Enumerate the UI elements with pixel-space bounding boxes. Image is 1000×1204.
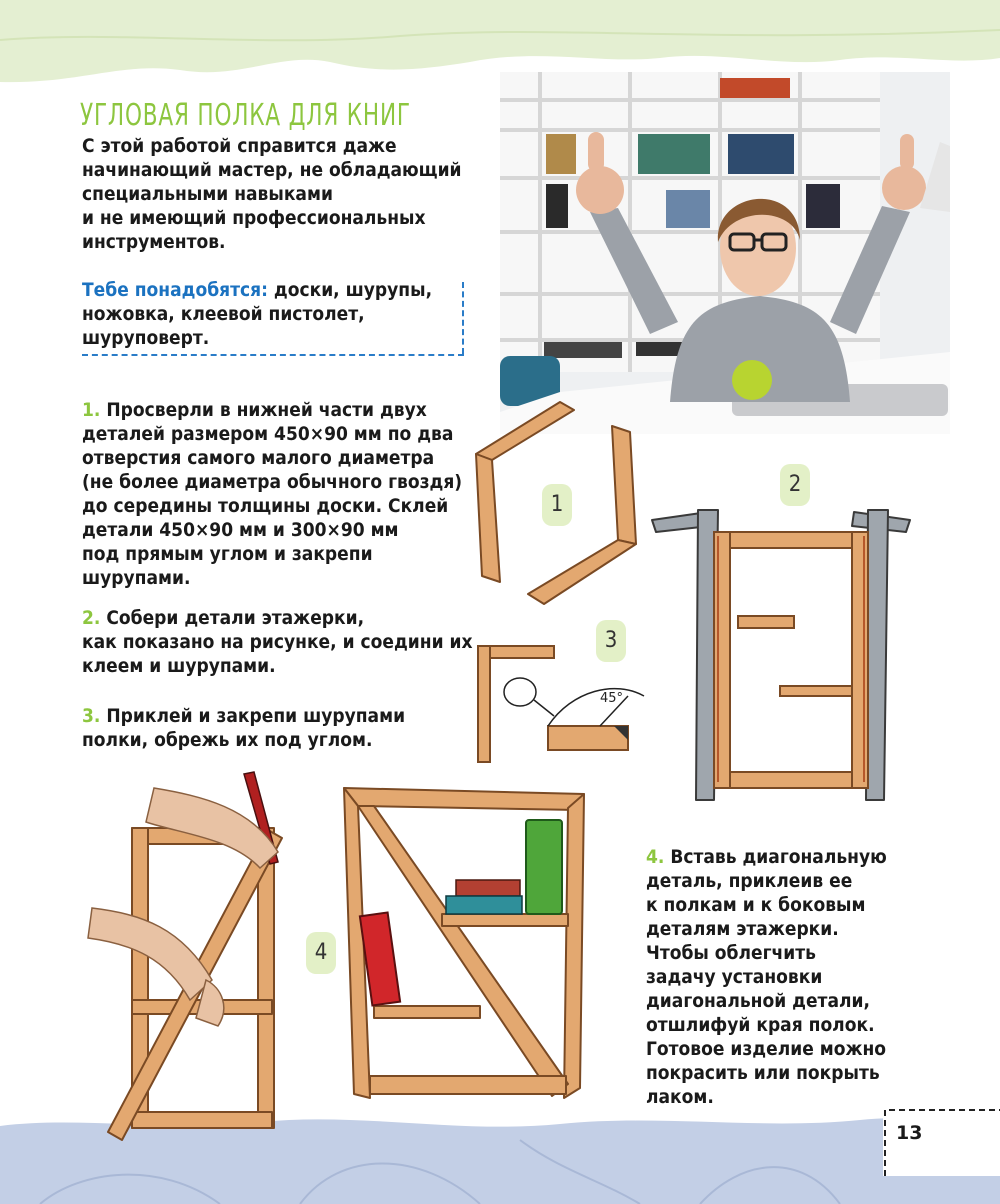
intro-line: С этой работой справится даже — [82, 135, 397, 157]
step-line: полки, обрежь их под углом. — [82, 729, 373, 751]
step-number: 3. — [82, 705, 101, 727]
step-line: покрасить или покрыть — [646, 1062, 880, 1084]
materials-border-bottom — [82, 354, 464, 356]
step-line: Собери детали этажерки, — [100, 607, 365, 629]
materials-text: доски, шурупы, — [267, 279, 433, 301]
step-line: к полкам и к боковым — [646, 894, 866, 916]
step-number: 1. — [82, 399, 101, 421]
illustration-finished-shelf — [342, 784, 586, 1100]
step-line: деталь, приклеив ее — [646, 870, 853, 892]
intro-line: и не имеющий профессиональных — [82, 207, 426, 229]
step-line: Готовое изделие можно — [646, 1038, 887, 1060]
step-number: 2. — [82, 607, 101, 629]
illustration-step-2 — [648, 502, 914, 808]
step-badge-4: 4 — [306, 932, 336, 974]
materials-needed — [82, 278, 432, 350]
step-line: диагональной детали, — [646, 990, 870, 1012]
step-4 — [646, 845, 887, 1109]
step-badge-1: 1 — [542, 484, 572, 526]
step-line: Вставь диагональную — [664, 846, 887, 868]
intro-line: начинающий мастер, не обладающий — [82, 159, 462, 181]
step-line: деталей размером 450×90 мм по два — [82, 423, 454, 445]
step-line: Чтобы облегчить — [646, 942, 816, 964]
step-3 — [82, 704, 405, 752]
intro-line: инструментов. — [82, 231, 226, 253]
step-line: лаком. — [646, 1086, 714, 1108]
step-line: шурупами. — [82, 567, 191, 589]
materials-border-right — [462, 282, 464, 354]
step-line: (не более диаметра обычного гвоздя) — [82, 471, 463, 493]
page-title: УГЛОВАЯ ПОЛКА ДЛЯ КНИГ — [80, 98, 411, 133]
photo-boy-thumbs-up — [500, 72, 950, 434]
step-line: под прямым углом и закрепи — [82, 543, 373, 565]
intro-paragraph — [82, 134, 462, 254]
step-1 — [82, 398, 462, 590]
step-line: клеем и шурупами. — [82, 655, 276, 677]
materials-text: шуруповерт. — [82, 327, 210, 349]
illustration-step-4-hands — [82, 768, 296, 1146]
step-line: Приклей и закрепи шурупами — [100, 705, 406, 727]
step-line: как показано на рисунке, и соедини их — [82, 631, 473, 653]
step-line: задачу установки — [646, 966, 823, 988]
step-2 — [82, 606, 473, 678]
step-badge-2: 2 — [780, 464, 810, 506]
step-line: до середины толщины доски. Склей — [82, 495, 449, 517]
page-number: 13 — [896, 1122, 923, 1144]
intro-line: специальными навыками — [82, 183, 333, 205]
step-line: Просверли в нижней части двух — [100, 399, 427, 421]
step-number: 4. — [646, 846, 665, 868]
step-badge-3: 3 — [596, 620, 626, 662]
angle-label: 45° — [600, 691, 624, 706]
step-line: отшлифуй края полок. — [646, 1014, 875, 1036]
step-line: детали 450×90 мм и 300×90 мм — [82, 519, 399, 541]
step-line: деталям этажерки. — [646, 918, 839, 940]
materials-label: Тебе понадобятся: — [82, 279, 268, 301]
materials-text: ножовка, клеевой пистолет, — [82, 303, 365, 325]
step-line: отверстия самого малого диаметра — [82, 447, 435, 469]
